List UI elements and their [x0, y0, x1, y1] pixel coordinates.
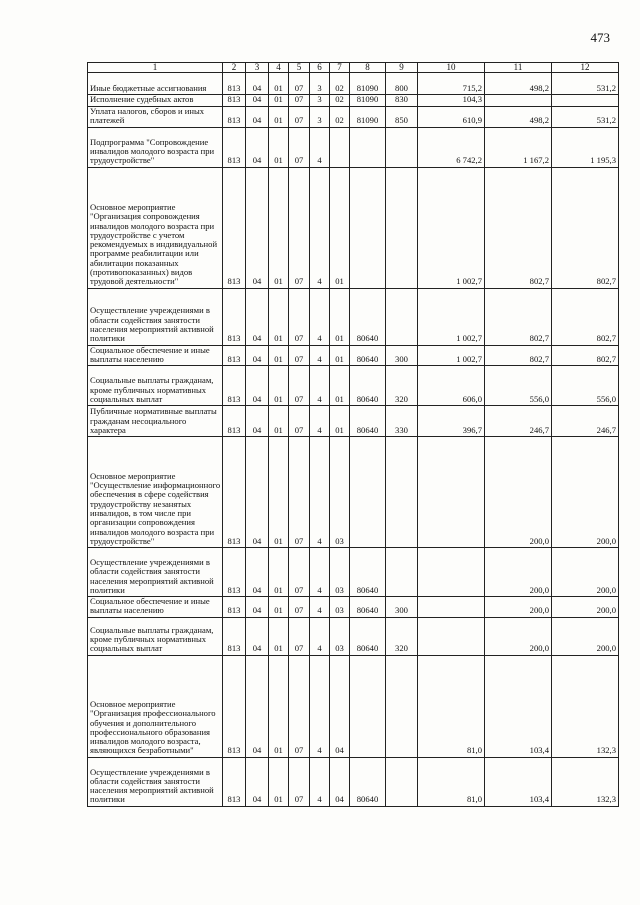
row-cell-col-6: 4 — [310, 167, 330, 288]
row-cell-col-10: 81,0 — [418, 757, 485, 806]
table-row — [88, 617, 619, 655]
row-cell-col-4: 01 — [269, 406, 289, 437]
column-header-12: 12 — [552, 63, 619, 73]
row-cell-col-12: 556,0 — [552, 366, 619, 406]
row-cell-col-12: 200,0 — [552, 548, 619, 597]
row-cell-col-11: 246,7 — [485, 406, 552, 437]
row-cell-col-4: 01 — [269, 548, 289, 597]
row-cell-col-3: 04 — [246, 288, 269, 345]
row-cell-col-8: 81090 — [350, 106, 386, 127]
table-row — [88, 95, 619, 106]
row-cell-col-11: 498,2 — [485, 73, 552, 95]
column-header-7: 7 — [330, 63, 350, 73]
table-row — [88, 437, 619, 548]
table-row — [88, 655, 619, 757]
row-cell-col-5: 07 — [289, 106, 310, 127]
row-cell-col-6: 3 — [310, 95, 330, 106]
row-cell-col-3: 04 — [246, 127, 269, 167]
row-cell-col-12: 132,3 — [552, 757, 619, 806]
row-cell-col-10 — [418, 597, 485, 618]
row-cell-col-5: 07 — [289, 95, 310, 106]
row-cell-col-10: 396,7 — [418, 406, 485, 437]
row-name-cell: Основное мероприятие "Осуществление информационного обеспечения в сфере содействия трудоустройству незанятых инвалидов, в том числе при организации сопровождения инвалидов молодого возраста при трудоустройстве" — [88, 437, 223, 548]
row-cell-col-9: 320 — [386, 617, 418, 655]
column-header-5: 5 — [289, 63, 310, 73]
row-name-cell: Осуществление учреждениями в области содействия занятости населения мероприятий активной политики — [88, 757, 223, 806]
row-cell-col-11: 802,7 — [485, 288, 552, 345]
row-cell-col-8: 80640 — [350, 288, 386, 345]
table-row — [88, 757, 619, 806]
row-cell-col-10: 1 002,7 — [418, 167, 485, 288]
row-cell-col-8 — [350, 167, 386, 288]
row-cell-col-5: 07 — [289, 597, 310, 618]
row-name-cell: Основное мероприятие "Организация сопровождения инвалидов молодого возраста при трудоустройстве с учетом рекомендуемых в индивидуальной программе реабилитации или абилитации показанных (противопоказанных) видов трудовой деятельности" — [88, 167, 223, 288]
row-cell-col-6: 4 — [310, 345, 330, 366]
row-cell-col-12: 802,7 — [552, 288, 619, 345]
row-cell-col-11: 498,2 — [485, 106, 552, 127]
row-name-cell: Осуществление учреждениями в области содействия занятости населения мероприятий активной политики — [88, 548, 223, 597]
table-row — [88, 73, 619, 95]
column-header-11: 11 — [485, 63, 552, 73]
row-cell-col-2: 813 — [223, 655, 246, 757]
row-cell-col-12: 531,2 — [552, 106, 619, 127]
column-header-3: 3 — [246, 63, 269, 73]
table-row — [88, 366, 619, 406]
row-name-cell: Осуществление учреждениями в области содействия занятости населения мероприятий активной политики — [88, 288, 223, 345]
row-name-cell: Подпрограмма "Сопровождение инвалидов молодого возраста при трудоустройстве" — [88, 127, 223, 167]
row-cell-col-9: 850 — [386, 106, 418, 127]
row-cell-col-11: 103,4 — [485, 757, 552, 806]
row-cell-col-9 — [386, 288, 418, 345]
row-cell-col-2: 813 — [223, 548, 246, 597]
row-cell-col-11: 1 167,2 — [485, 127, 552, 167]
row-cell-col-12: 531,2 — [552, 73, 619, 95]
row-cell-col-8: 80640 — [350, 548, 386, 597]
row-cell-col-11: 200,0 — [485, 617, 552, 655]
row-cell-col-4: 01 — [269, 95, 289, 106]
row-cell-col-5: 07 — [289, 366, 310, 406]
row-cell-col-2: 813 — [223, 167, 246, 288]
row-cell-col-12: 200,0 — [552, 437, 619, 548]
row-cell-col-11: 200,0 — [485, 437, 552, 548]
row-cell-col-2: 813 — [223, 106, 246, 127]
row-cell-col-2: 813 — [223, 288, 246, 345]
row-cell-col-7: 02 — [330, 73, 350, 95]
row-cell-col-5: 07 — [289, 757, 310, 806]
row-cell-col-6: 3 — [310, 106, 330, 127]
row-cell-col-8: 80640 — [350, 597, 386, 618]
row-cell-col-2: 813 — [223, 345, 246, 366]
row-cell-col-8: 80640 — [350, 757, 386, 806]
row-cell-col-8 — [350, 127, 386, 167]
row-cell-col-3: 04 — [246, 106, 269, 127]
row-cell-col-12 — [552, 95, 619, 106]
row-cell-col-3: 04 — [246, 366, 269, 406]
row-cell-col-6: 4 — [310, 617, 330, 655]
row-cell-col-7: 02 — [330, 106, 350, 127]
column-header-9: 9 — [386, 63, 418, 73]
row-cell-col-9: 830 — [386, 95, 418, 106]
table-row — [88, 548, 619, 597]
row-cell-col-4: 01 — [269, 597, 289, 618]
row-cell-col-4: 01 — [269, 437, 289, 548]
row-cell-col-8 — [350, 437, 386, 548]
row-cell-col-7: 01 — [330, 167, 350, 288]
row-cell-col-5: 07 — [289, 73, 310, 95]
row-name-cell: Уплата налогов, сборов и иных платежей — [88, 106, 223, 127]
row-cell-col-3: 04 — [246, 345, 269, 366]
row-cell-col-7: 01 — [330, 406, 350, 437]
row-cell-col-2: 813 — [223, 127, 246, 167]
row-cell-col-7 — [330, 127, 350, 167]
row-cell-col-3: 04 — [246, 548, 269, 597]
row-cell-col-11: 802,7 — [485, 167, 552, 288]
row-cell-col-10: 104,3 — [418, 95, 485, 106]
row-cell-col-6: 4 — [310, 366, 330, 406]
row-cell-col-5: 07 — [289, 617, 310, 655]
row-cell-col-5: 07 — [289, 548, 310, 597]
row-cell-col-12: 132,3 — [552, 655, 619, 757]
row-cell-col-7: 02 — [330, 95, 350, 106]
row-cell-col-7: 03 — [330, 597, 350, 618]
table-row — [88, 288, 619, 345]
row-name-cell: Иные бюджетные ассигнования — [88, 73, 223, 95]
row-cell-col-12: 246,7 — [552, 406, 619, 437]
row-name-cell: Исполнение судебных актов — [88, 95, 223, 106]
row-cell-col-4: 01 — [269, 288, 289, 345]
row-cell-col-9: 320 — [386, 366, 418, 406]
row-cell-col-9: 330 — [386, 406, 418, 437]
row-cell-col-7: 03 — [330, 437, 350, 548]
row-cell-col-9 — [386, 548, 418, 597]
row-cell-col-11 — [485, 95, 552, 106]
row-cell-col-6: 4 — [310, 288, 330, 345]
column-header-6: 6 — [310, 63, 330, 73]
row-cell-col-8: 81090 — [350, 95, 386, 106]
row-cell-col-5: 07 — [289, 437, 310, 548]
row-cell-col-8: 80640 — [350, 366, 386, 406]
row-cell-col-6: 4 — [310, 437, 330, 548]
row-cell-col-11: 103,4 — [485, 655, 552, 757]
row-cell-col-10 — [418, 437, 485, 548]
row-cell-col-8: 80640 — [350, 617, 386, 655]
table-body — [88, 73, 619, 806]
column-header-2: 2 — [223, 63, 246, 73]
table-row — [88, 345, 619, 366]
row-cell-col-5: 07 — [289, 345, 310, 366]
row-cell-col-11: 802,7 — [485, 345, 552, 366]
row-cell-col-7: 01 — [330, 288, 350, 345]
row-cell-col-6: 4 — [310, 406, 330, 437]
row-cell-col-3: 04 — [246, 167, 269, 288]
row-cell-col-6: 4 — [310, 655, 330, 757]
row-cell-col-7: 04 — [330, 655, 350, 757]
row-cell-col-6: 3 — [310, 73, 330, 95]
row-cell-col-5: 07 — [289, 288, 310, 345]
row-cell-col-11: 200,0 — [485, 597, 552, 618]
budget-table — [87, 62, 619, 807]
row-cell-col-3: 04 — [246, 757, 269, 806]
row-cell-col-10: 606,0 — [418, 366, 485, 406]
row-cell-col-9: 300 — [386, 345, 418, 366]
row-cell-col-9 — [386, 757, 418, 806]
row-cell-col-9 — [386, 127, 418, 167]
row-name-cell: Социальное обеспечение и иные выплаты населению — [88, 597, 223, 618]
budget-table-container — [87, 62, 619, 807]
row-cell-col-2: 813 — [223, 757, 246, 806]
row-cell-col-12: 802,7 — [552, 345, 619, 366]
row-cell-col-3: 04 — [246, 406, 269, 437]
table-row — [88, 406, 619, 437]
row-cell-col-9 — [386, 167, 418, 288]
row-cell-col-12: 200,0 — [552, 597, 619, 618]
row-cell-col-5: 07 — [289, 655, 310, 757]
row-cell-col-4: 01 — [269, 127, 289, 167]
row-cell-col-3: 04 — [246, 617, 269, 655]
row-cell-col-12: 200,0 — [552, 617, 619, 655]
row-cell-col-2: 813 — [223, 597, 246, 618]
row-cell-col-10: 1 002,7 — [418, 288, 485, 345]
row-cell-col-2: 813 — [223, 73, 246, 95]
row-cell-col-5: 07 — [289, 127, 310, 167]
row-cell-col-2: 813 — [223, 406, 246, 437]
row-cell-col-6: 4 — [310, 757, 330, 806]
row-cell-col-10 — [418, 617, 485, 655]
row-cell-col-4: 01 — [269, 167, 289, 288]
row-cell-col-6: 4 — [310, 127, 330, 167]
row-cell-col-11: 200,0 — [485, 548, 552, 597]
column-header-4: 4 — [269, 63, 289, 73]
row-cell-col-4: 01 — [269, 757, 289, 806]
row-cell-col-10: 610,9 — [418, 106, 485, 127]
row-cell-col-12: 802,7 — [552, 167, 619, 288]
row-cell-col-2: 813 — [223, 366, 246, 406]
row-cell-col-7: 01 — [330, 366, 350, 406]
row-cell-col-11: 556,0 — [485, 366, 552, 406]
row-cell-col-2: 813 — [223, 437, 246, 548]
row-cell-col-8: 80640 — [350, 406, 386, 437]
row-cell-col-12: 1 195,3 — [552, 127, 619, 167]
table-row — [88, 106, 619, 127]
table-row — [88, 127, 619, 167]
row-cell-col-4: 01 — [269, 345, 289, 366]
row-cell-col-2: 813 — [223, 95, 246, 106]
row-cell-col-4: 01 — [269, 617, 289, 655]
table-row — [88, 167, 619, 288]
row-cell-col-7: 03 — [330, 548, 350, 597]
page-number: 473 — [590, 30, 610, 45]
row-name-cell: Социальные выплаты гражданам, кроме публичных нормативных социальных выплат — [88, 366, 223, 406]
row-cell-col-9 — [386, 437, 418, 548]
row-cell-col-4: 01 — [269, 106, 289, 127]
row-cell-col-8 — [350, 655, 386, 757]
row-cell-col-10: 6 742,2 — [418, 127, 485, 167]
row-cell-col-10: 715,2 — [418, 73, 485, 95]
row-cell-col-9: 800 — [386, 73, 418, 95]
row-name-cell: Социальные выплаты гражданам, кроме публичных нормативных социальных выплат — [88, 617, 223, 655]
row-cell-col-8: 80640 — [350, 345, 386, 366]
row-cell-col-7: 01 — [330, 345, 350, 366]
column-header-10: 10 — [418, 63, 485, 73]
row-cell-col-3: 04 — [246, 437, 269, 548]
row-cell-col-7: 04 — [330, 757, 350, 806]
row-cell-col-5: 07 — [289, 406, 310, 437]
row-name-cell: Основное мероприятие "Организация профессионального обучения и дополнительного профессионального образования инвалидов молодого возраста, являющихся безработными" — [88, 655, 223, 757]
row-cell-col-2: 813 — [223, 617, 246, 655]
row-cell-col-6: 4 — [310, 597, 330, 618]
row-name-cell: Публичные нормативные выплаты гражданам несоциального характера — [88, 406, 223, 437]
row-name-cell: Социальное обеспечение и иные выплаты населению — [88, 345, 223, 366]
row-cell-col-9 — [386, 655, 418, 757]
row-cell-col-4: 01 — [269, 655, 289, 757]
column-header-1: 1 — [88, 63, 223, 73]
table-row — [88, 597, 619, 618]
row-cell-col-4: 01 — [269, 73, 289, 95]
row-cell-col-8: 81090 — [350, 73, 386, 95]
row-cell-col-4: 01 — [269, 366, 289, 406]
row-cell-col-7: 03 — [330, 617, 350, 655]
row-cell-col-3: 04 — [246, 73, 269, 95]
table-header-row — [88, 63, 619, 73]
row-cell-col-3: 04 — [246, 597, 269, 618]
row-cell-col-3: 04 — [246, 95, 269, 106]
row-cell-col-5: 07 — [289, 167, 310, 288]
row-cell-col-6: 4 — [310, 548, 330, 597]
row-cell-col-9: 300 — [386, 597, 418, 618]
row-cell-col-10: 1 002,7 — [418, 345, 485, 366]
column-header-8: 8 — [350, 63, 386, 73]
row-cell-col-10: 81,0 — [418, 655, 485, 757]
row-cell-col-3: 04 — [246, 655, 269, 757]
row-cell-col-10 — [418, 548, 485, 597]
